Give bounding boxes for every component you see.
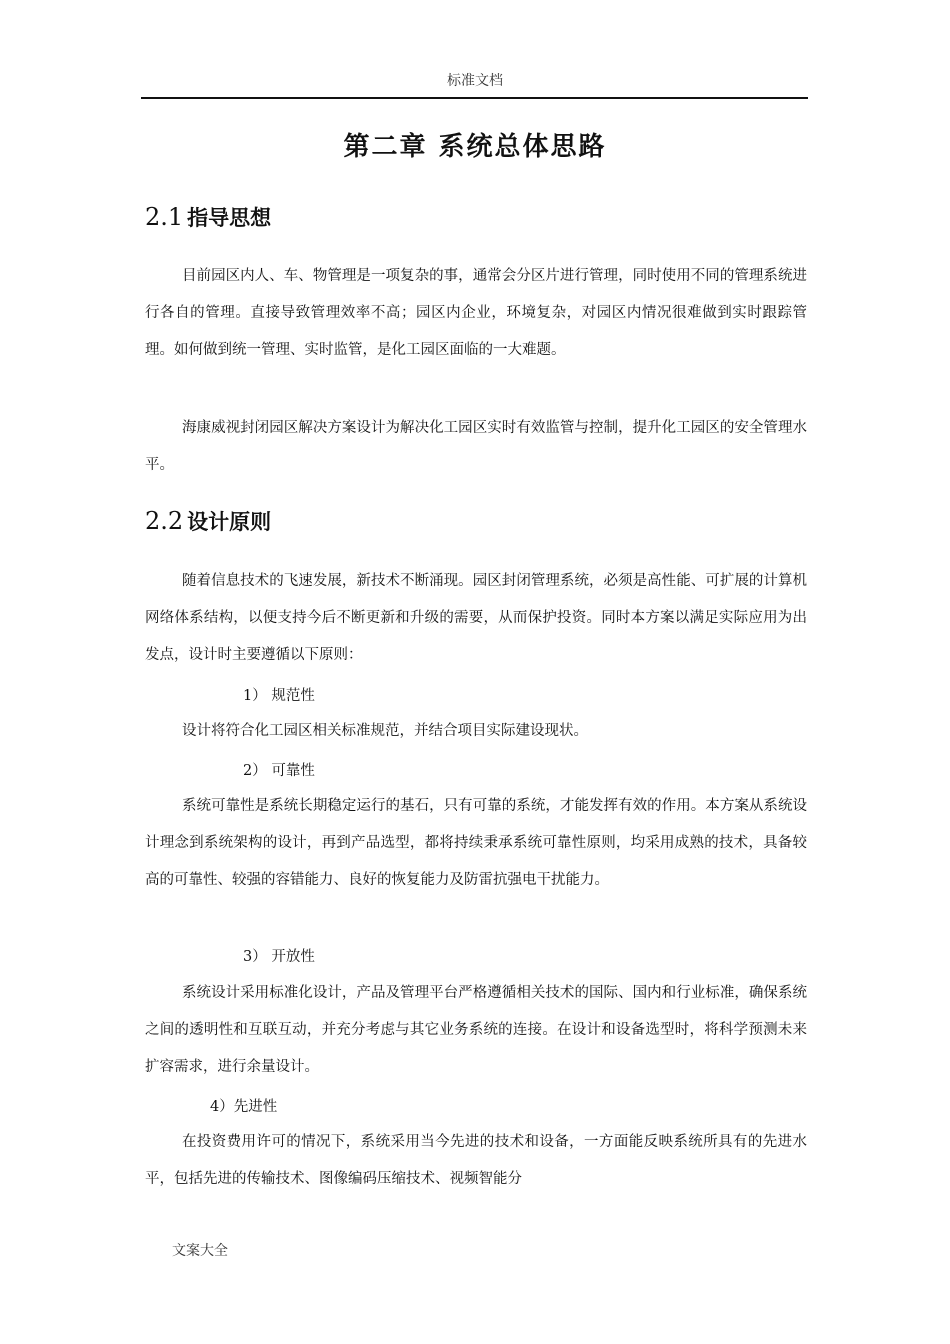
paragraph-solution: 海康威视封闭园区解决方案设计为解决化工园区实时有效监管与控制，提升化工园区的安全管理水平。 bbox=[145, 420, 807, 473]
section-title: 设计原则 bbox=[187, 510, 272, 534]
principle-label: 规范性 bbox=[271, 688, 315, 704]
principle-label: 可靠性 bbox=[271, 763, 315, 779]
principle-label: 先进性 bbox=[233, 1099, 278, 1115]
principle-label: 开放性 bbox=[271, 949, 315, 965]
principle-heading-4 bbox=[210, 1095, 277, 1116]
principle-number: 3） bbox=[243, 949, 267, 965]
principle-heading-1 bbox=[243, 684, 315, 705]
principle-text-4: 在投资费用许可的情况下，系统采用当今先进的技术和设备，一方面能反映系统所具有的先进水平，包括先进的传输技术、图像编码压缩技术、视频智能分 bbox=[145, 1134, 807, 1187]
section-heading-2-2 bbox=[145, 506, 271, 536]
principle-number: 1） bbox=[243, 688, 267, 704]
principle-text-2: 系统可靠性是系统长期稳定运行的基石，只有可靠的系统，才能发挥有效的作用。本方案从系统设计理念到系统架构的设计，再到产品选型，都将持续秉承系统可靠性原则，均采用成熟的技术，具备较高的可靠性、较强的容错能力、良好的恢复能力及防雷抗强电干扰能力。 bbox=[145, 798, 807, 888]
principle-heading-2 bbox=[243, 759, 315, 780]
principle-number: 2） bbox=[243, 763, 267, 779]
section-number: 2.2 bbox=[145, 507, 184, 535]
section-title: 指导思想 bbox=[187, 206, 272, 230]
header-divider bbox=[141, 97, 808, 99]
paragraph-background: 目前园区内人、车、物管理是一项复杂的事，通常会分区片进行管理，同时使用不同的管理系统进行各自的管理。直接导致管理效率不高；园区内企业，环境复杂，对园区内情况很难做到实时跟踪管理。如何做到统一管理、实时监管，是化工园区面临的一大难题。 bbox=[145, 268, 807, 358]
section-heading-2-1 bbox=[145, 202, 271, 232]
principle-heading-3 bbox=[243, 945, 315, 966]
principle-text-1: 设计将符合化工园区相关标准规范，并结合项目实际建设现状。 bbox=[182, 723, 588, 739]
page-header: 标准文档 bbox=[447, 73, 503, 89]
principle-text-3: 系统设计采用标准化设计，产品及管理平台严格遵循相关技术的国际、国内和行业标准，确保系统之间的透明性和互联互动，并充分考虑与其它业务系统的连接。在设计和设备选型时，将科学预测未来扩容需求，进行余量设计。 bbox=[145, 985, 807, 1075]
paragraph-intro: 随着信息技术的飞速发展，新技术不断涌现。园区封闭管理系统，必须是高性能、可扩展的计算机网络体系结构，以便支持今后不断更新和升级的需要，从而保护投资。同时本方案以满足实际应用为出发点，设计时主要遵循以下原则： bbox=[145, 573, 807, 663]
principle-number: 4） bbox=[210, 1099, 234, 1115]
section-number: 2.1 bbox=[145, 203, 184, 231]
chapter-title: 第二章 系统总体思路 bbox=[343, 132, 607, 162]
page-footer: 文案大全 bbox=[172, 1243, 228, 1259]
